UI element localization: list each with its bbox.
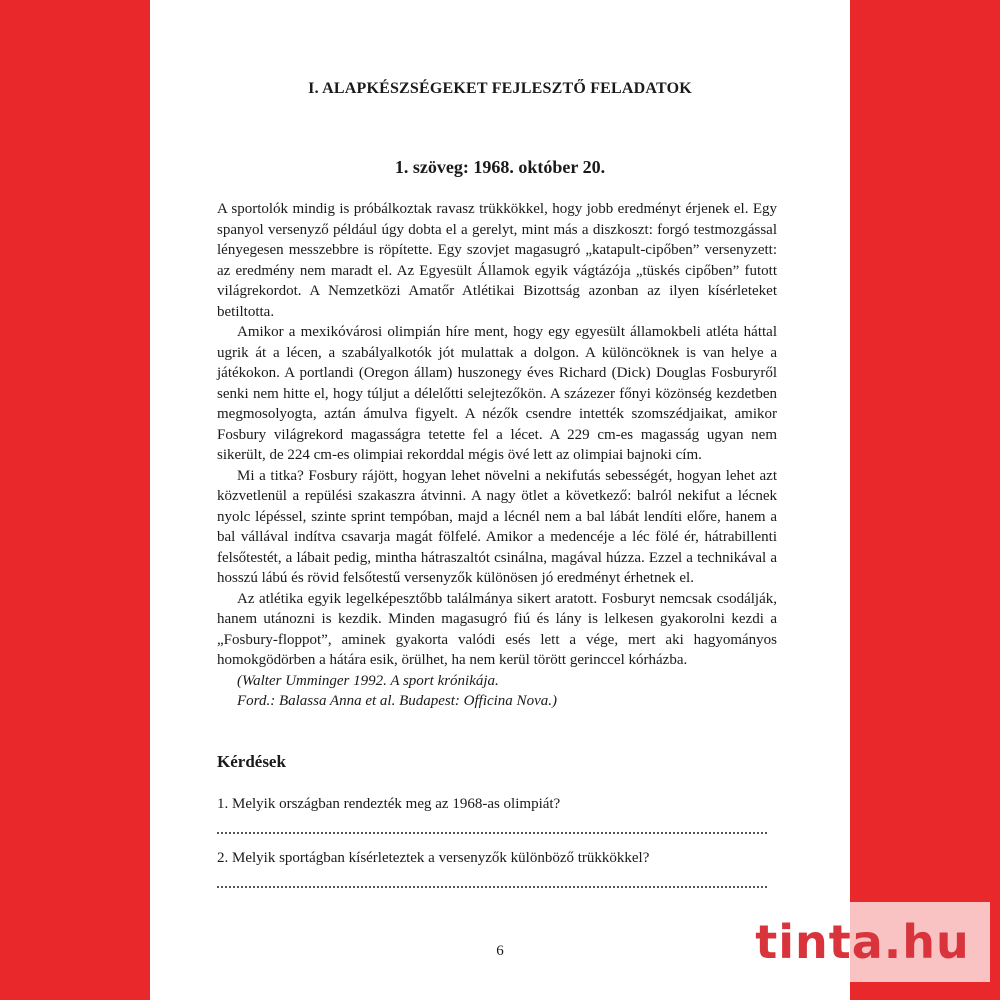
page-number: 6 bbox=[496, 943, 504, 959]
answer-line-2[interactable] bbox=[217, 886, 767, 888]
left-red-band bbox=[0, 0, 150, 1000]
paragraph-2: Amikor a mexikóvárosi olimpián híre ment, hogy egy egyesült államokbeli atléta háttal ugrik át a lécen, a szabályalkotók jót mulattak a dolgon. A különcöknek is van helye a játékokon. A portlandi (Oregon állam) huszonegy éves Richard (Dick) Douglas Fosburyről senki nem hitte el, hogy túljut a délelőtti selejtezőkön. A százezer főnyi közönség kezdetben megmosolyogta, aztán ámulva figyelt. A nézők csendre intették szomszédjaikat, amikor Fosbury világrekord magasságra tetette fel a lécet. A 229 cm-es magasság ugyan nem sikerült, de 224 cm-es olimpiai rekorddal mégis övé lett az olimpiai bajnoki cím. bbox=[217, 324, 777, 463]
paragraph-4: Az atlétika egyik legelképesztőbb találmánya sikert aratott. Fosburyt nemcsak csodálják, hanem utánozni is kezdik. Minden magasugró fiú és lány is lelkesen gyakorolni kezdi a „Fosbury-floppot”, aminek gyakorta valódi esés lett a vége, mert aki hagyományos homokgödörben a hátára esik, örülhet, ha nem kerül törött gerinccel kórházba. bbox=[217, 590, 777, 668]
text-title: 1. szöveg: 1968. október 20. bbox=[394, 157, 606, 177]
source-citation-line-2: Ford.: Balassa Anna et al. Budapest: Officina Nova.) bbox=[237, 693, 557, 709]
watermark-text: tinta.hu bbox=[755, 915, 970, 969]
answer-line-1[interactable] bbox=[217, 832, 767, 834]
source-citation-line-1: (Walter Umminger 1992. A sport krónikája. bbox=[237, 672, 499, 689]
question-1: 1. Melyik országban rendezték meg az 1968-as olimpiát? bbox=[217, 796, 561, 812]
paragraph-3: Mi a titka? Fosbury rájött, hogyan lehet növelni a nekifutás sebességét, hogyan lehet azt közvetlenül a repülési szakaszra átvinni. A nagy ötlet a következő: balról nekifut a lécnek nyolc lépéssel, szinte sprint tempóban, majd a lécnél nem a bal lábát lendíti előre, hanem a bal vállával indítva csavarja magát fölfelé. Amikor a medencéje a léc fölé ér, hátrabillenti felsőtestét, a lábait pedig, mintha hátraszaltót csinálna, magával húzza. Ezzel a technikával a hosszú lábú és rövid felsőtestű versenyzők különösen jó eredményt érhetnek el. bbox=[217, 467, 777, 586]
chapter-title: I. ALAPKÉSZSÉGEKET FEJLESZTŐ FELADATOK bbox=[308, 80, 692, 97]
book-page bbox=[150, 0, 850, 1000]
questions-heading: Kérdések bbox=[217, 752, 286, 771]
article-body bbox=[217, 199, 777, 712]
question-2: 2. Melyik sportágban kísérleteztek a versenyzők különböző trükkökkel? bbox=[217, 850, 650, 866]
right-red-band bbox=[850, 0, 1000, 1000]
paragraph-1: A sportolók mindig is próbálkoztak ravasz trükkökkel, hogy jobb eredményt érjenek el. Egy spanyol versenyző például úgy dobta el a gerelyt, mint más a diszkoszt: forgó testmozgással lényegesen messzebbre is röpítette. Egy szovjet magasugró „katapult-cipőben” versenyzett: az eredmény nem maradt el. Az Egyesült Államok egyik vágtázója „tüskés cipőben” futott világrekordot. A Nemzetközi Amatőr Atlétikai Bizottság azonban az ilyen kísérleteket betiltotta. bbox=[217, 201, 777, 320]
watermark-logo bbox=[735, 902, 990, 982]
